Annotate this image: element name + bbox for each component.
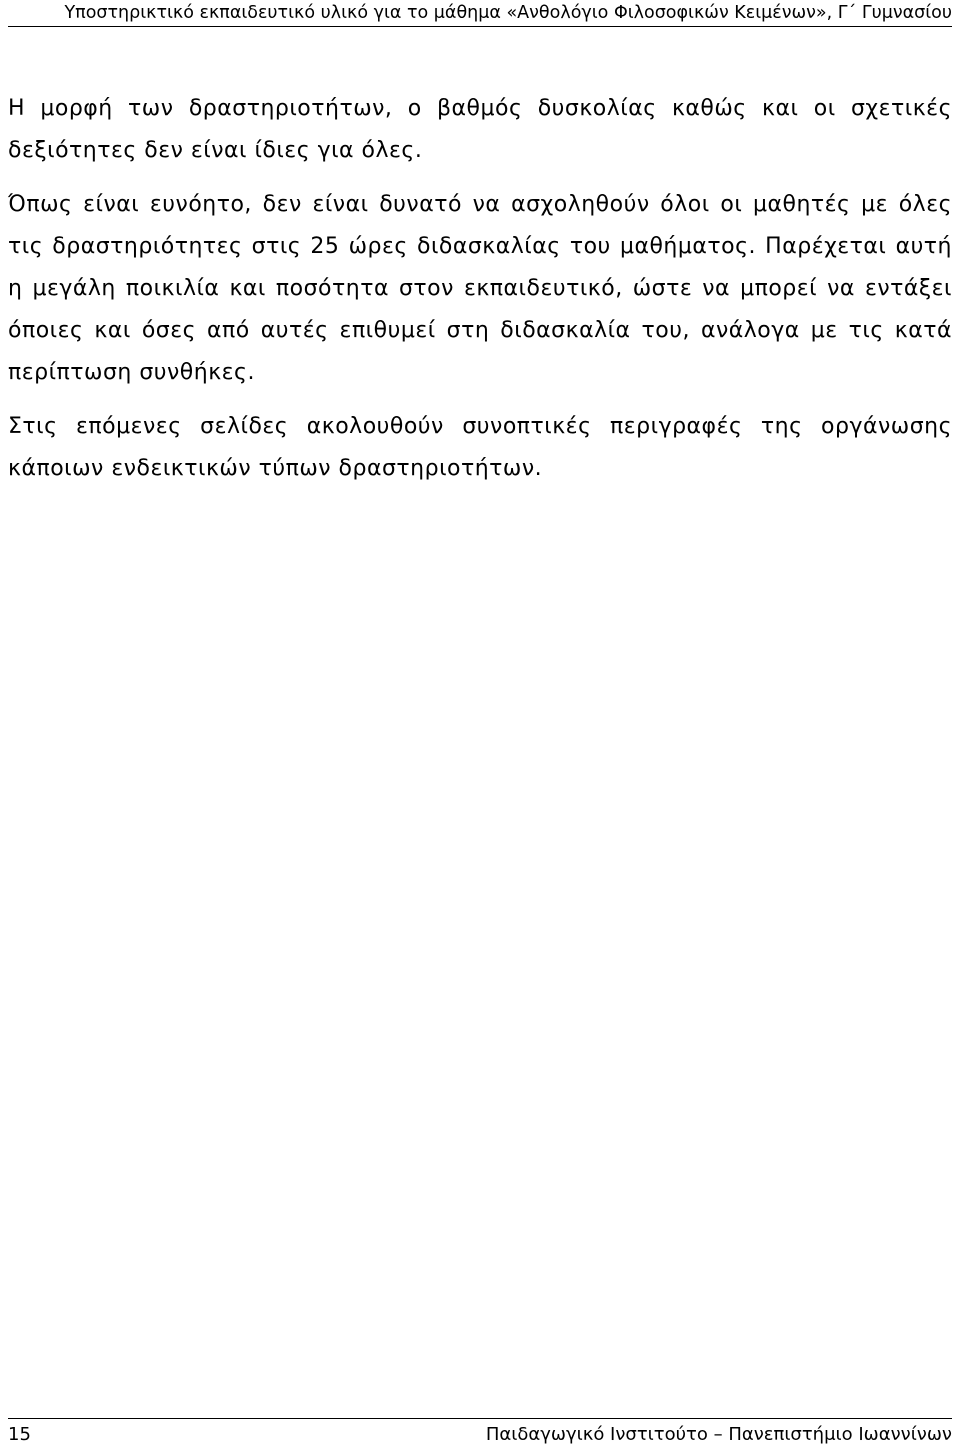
paragraph-2: Όπως είναι ευνόητο, δεν είναι δυνατό να ασχοληθούν όλοι οι μαθητές με όλες τις δραστηριότητες στις 25 ώρες διδασκαλίας του μαθήματος. Παρέχεται αυτή η μεγάλη ποικιλία και ποσότητα στον εκπαιδευτικό, ώστε να μπορεί να εντάξει όποιες και όσες από αυτές επιθυμεί στη διδασκαλία του, ανάλογα με τις κατά περίπτωση συνθήκες. (8, 192, 952, 385)
page-body (8, 88, 952, 502)
footer-institution: Παιδαγωγικό Ινστιτούτο – Πανεπιστήμιο Ιωαννίνων (485, 1424, 952, 1445)
running-header: Υποστηρικτικό εκπαιδευτικό υλικό για το μάθημα «Ανθολόγιο Φιλοσοφικών Κειμένων», Γ΄ Γυμνασίου (64, 3, 952, 23)
footer-divider (8, 1418, 952, 1419)
paragraph-1: Η μορφή των δραστηριοτήτων, ο βαθμός δυσκολίας καθώς και οι σχετικές δεξιότητες δεν είναι ίδιες για όλες. (8, 96, 952, 163)
paragraph-3: Στις επόμενες σελίδες ακολουθούν συνοπτικές περιγραφές της οργάνωσης κάποιων ενδεικτικών τύπων δραστηριοτήτων. (8, 414, 952, 481)
page-number: 15 (8, 1424, 31, 1445)
header-divider (8, 26, 952, 27)
